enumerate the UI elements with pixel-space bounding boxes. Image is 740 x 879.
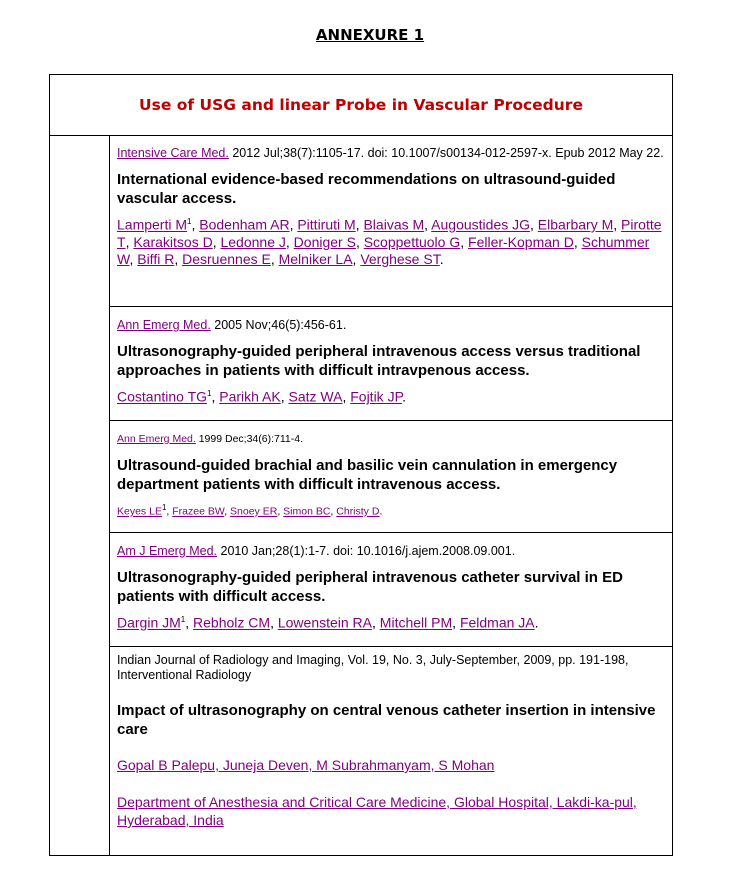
author-link[interactable]: Blaivas M: [363, 216, 425, 233]
author-link[interactable]: Simon BC: [283, 505, 331, 518]
author-separator: ,: [342, 388, 351, 405]
author-list: [117, 499, 664, 521]
table-title: Use of USG and linear Probe in Vascular Procedure: [50, 75, 672, 136]
affiliation-marker: 1: [187, 217, 192, 226]
author-link[interactable]: Mitchell PM: [379, 614, 453, 631]
author-separator: ,: [270, 614, 278, 631]
author-separator: ,: [530, 216, 538, 233]
table-row: [110, 307, 672, 421]
author-separator: ,: [212, 233, 221, 250]
author-link[interactable]: Verghese ST: [360, 250, 440, 267]
author-separator: ,: [355, 233, 364, 250]
author-separator: ,: [352, 250, 361, 267]
author-separator: ,: [129, 250, 138, 267]
author-separator: .: [439, 250, 444, 267]
table-row: [110, 533, 672, 647]
citation: 2010 Jan;28(1):1-7. doi: 10.1016/j.ajem.2008.09.001.: [217, 544, 516, 558]
author-link[interactable]: Costantino TG: [117, 388, 208, 405]
author-separator: ,: [191, 216, 200, 233]
author-separator: ,: [280, 388, 289, 405]
author-link[interactable]: Desruennes E: [182, 250, 271, 267]
citation: 2005 Nov;46(5):456-61.: [210, 318, 347, 332]
author-separator: .: [534, 614, 539, 631]
author-separator: .: [379, 505, 383, 518]
author-link[interactable]: Bodenham AR: [199, 216, 290, 233]
article-title: Ultrasound-guided brachial and basilic vein cannulation in emergency department patients with difficult intravenous access.: [117, 457, 618, 493]
author-separator: ,: [166, 505, 173, 518]
journal-link[interactable]: Ann Emerg Med.: [117, 318, 211, 332]
references-table: [49, 74, 673, 856]
author-link[interactable]: Feller-Kopman D: [468, 233, 574, 250]
affiliation-marker: 1: [180, 615, 186, 624]
author-link[interactable]: Melniker LA: [278, 250, 353, 267]
author-link[interactable]: Fojtik JP: [350, 388, 403, 405]
author-separator: ,: [125, 233, 134, 250]
article-title: Impact of ultrasonography on central venous catheter insertion in intensive care: [117, 702, 656, 738]
author-separator: ,: [289, 216, 298, 233]
author-link[interactable]: Feldman JA: [459, 614, 535, 631]
article-title: International evidence-based recommendations on ultrasound-guided vascular access.: [117, 171, 616, 207]
table-row: [110, 135, 672, 307]
journal-link[interactable]: Intensive Care Med.: [117, 146, 229, 160]
author-separator: ,: [185, 614, 194, 631]
author-link[interactable]: Lowenstein RA: [277, 614, 373, 631]
journal-link[interactable]: Am J Emerg Med.: [117, 544, 218, 558]
author-link[interactable]: Snoey ER: [230, 505, 278, 518]
author-separator: ,: [452, 614, 460, 631]
author-link[interactable]: Rebholz CM: [193, 614, 271, 631]
author-separator: .: [402, 388, 406, 405]
author-link[interactable]: Pirotte T: [117, 216, 662, 250]
author-link[interactable]: Pittiruti M: [297, 216, 356, 233]
citation: 2012 Jul;38(7):1105-17. doi: 10.1007/s00134-012-2597-x. Epub 2012 May 22.: [228, 146, 664, 160]
author-link[interactable]: Scoppettuolo G: [363, 233, 461, 250]
author-link[interactable]: Parikh AK: [219, 388, 281, 405]
author-link[interactable]: Doniger S: [293, 233, 356, 250]
author-link[interactable]: Ledonne J: [220, 233, 286, 250]
article-title: Ultrasonography-guided peripheral intravenous catheter survival in ED patients with difficult access.: [117, 569, 623, 605]
author-separator: ,: [330, 505, 337, 518]
author-separator: ,: [211, 388, 220, 405]
table-row: [110, 647, 672, 856]
affiliation-marker: 1: [207, 389, 212, 398]
page-heading: ANNEXURE 1: [315, 26, 425, 44]
article-title: Ultrasonography-guided peripheral intravenous access versus traditional approaches in patients with difficult intravpenous access.: [117, 343, 641, 379]
author-link[interactable]: Augoustides JG: [431, 216, 531, 233]
journal-link[interactable]: Ann Emerg Med.: [117, 433, 196, 445]
author-list: [117, 213, 664, 268]
author-separator: ,: [573, 233, 582, 250]
author-separator: ,: [460, 233, 469, 250]
author-separator: ,: [224, 505, 231, 518]
author-list: [117, 385, 664, 406]
author-separator: ,: [174, 250, 183, 267]
author-separator: ,: [355, 216, 364, 233]
author-separator: ,: [270, 250, 279, 267]
affiliation-link[interactable]: Department of Anesthesia and Critical Care Medicine, Global Hospital, Lakdi-ka-pul, Hyderabad, India: [117, 794, 637, 828]
author-link[interactable]: Keyes LE: [117, 505, 162, 518]
author-separator: ,: [613, 216, 622, 233]
author-link[interactable]: Frazee BW: [172, 505, 225, 518]
author-link[interactable]: Christy D: [336, 505, 380, 518]
author-separator: ,: [424, 216, 432, 233]
author-link[interactable]: Satz WA: [288, 388, 343, 405]
author-separator: ,: [277, 505, 284, 518]
affiliation-marker: 1: [161, 503, 167, 512]
author-link[interactable]: Biffi R: [137, 250, 175, 267]
author-separator: ,: [285, 233, 294, 250]
author-list-link[interactable]: Gopal B Palepu, Juneja Deven, M Subrahmanyam, S Mohan: [117, 757, 495, 773]
citation: 1999 Dec;34(6):711-4.: [195, 433, 304, 445]
author-link[interactable]: Schummer W: [117, 233, 650, 267]
table-row: [110, 421, 672, 533]
author-link[interactable]: Lamperti M: [117, 216, 188, 233]
author-separator: ,: [372, 614, 380, 631]
author-list: [117, 611, 664, 632]
source-line: Indian Journal of Radiology and Imaging, Vol. 19, No. 3, July-September, 2009, pp. 191-198, Interventional Radiology: [117, 653, 629, 682]
author-link[interactable]: Karakitsos D: [133, 233, 213, 250]
author-link[interactable]: Elbarbary M: [537, 216, 614, 233]
author-link[interactable]: Dargin JM: [117, 614, 181, 631]
